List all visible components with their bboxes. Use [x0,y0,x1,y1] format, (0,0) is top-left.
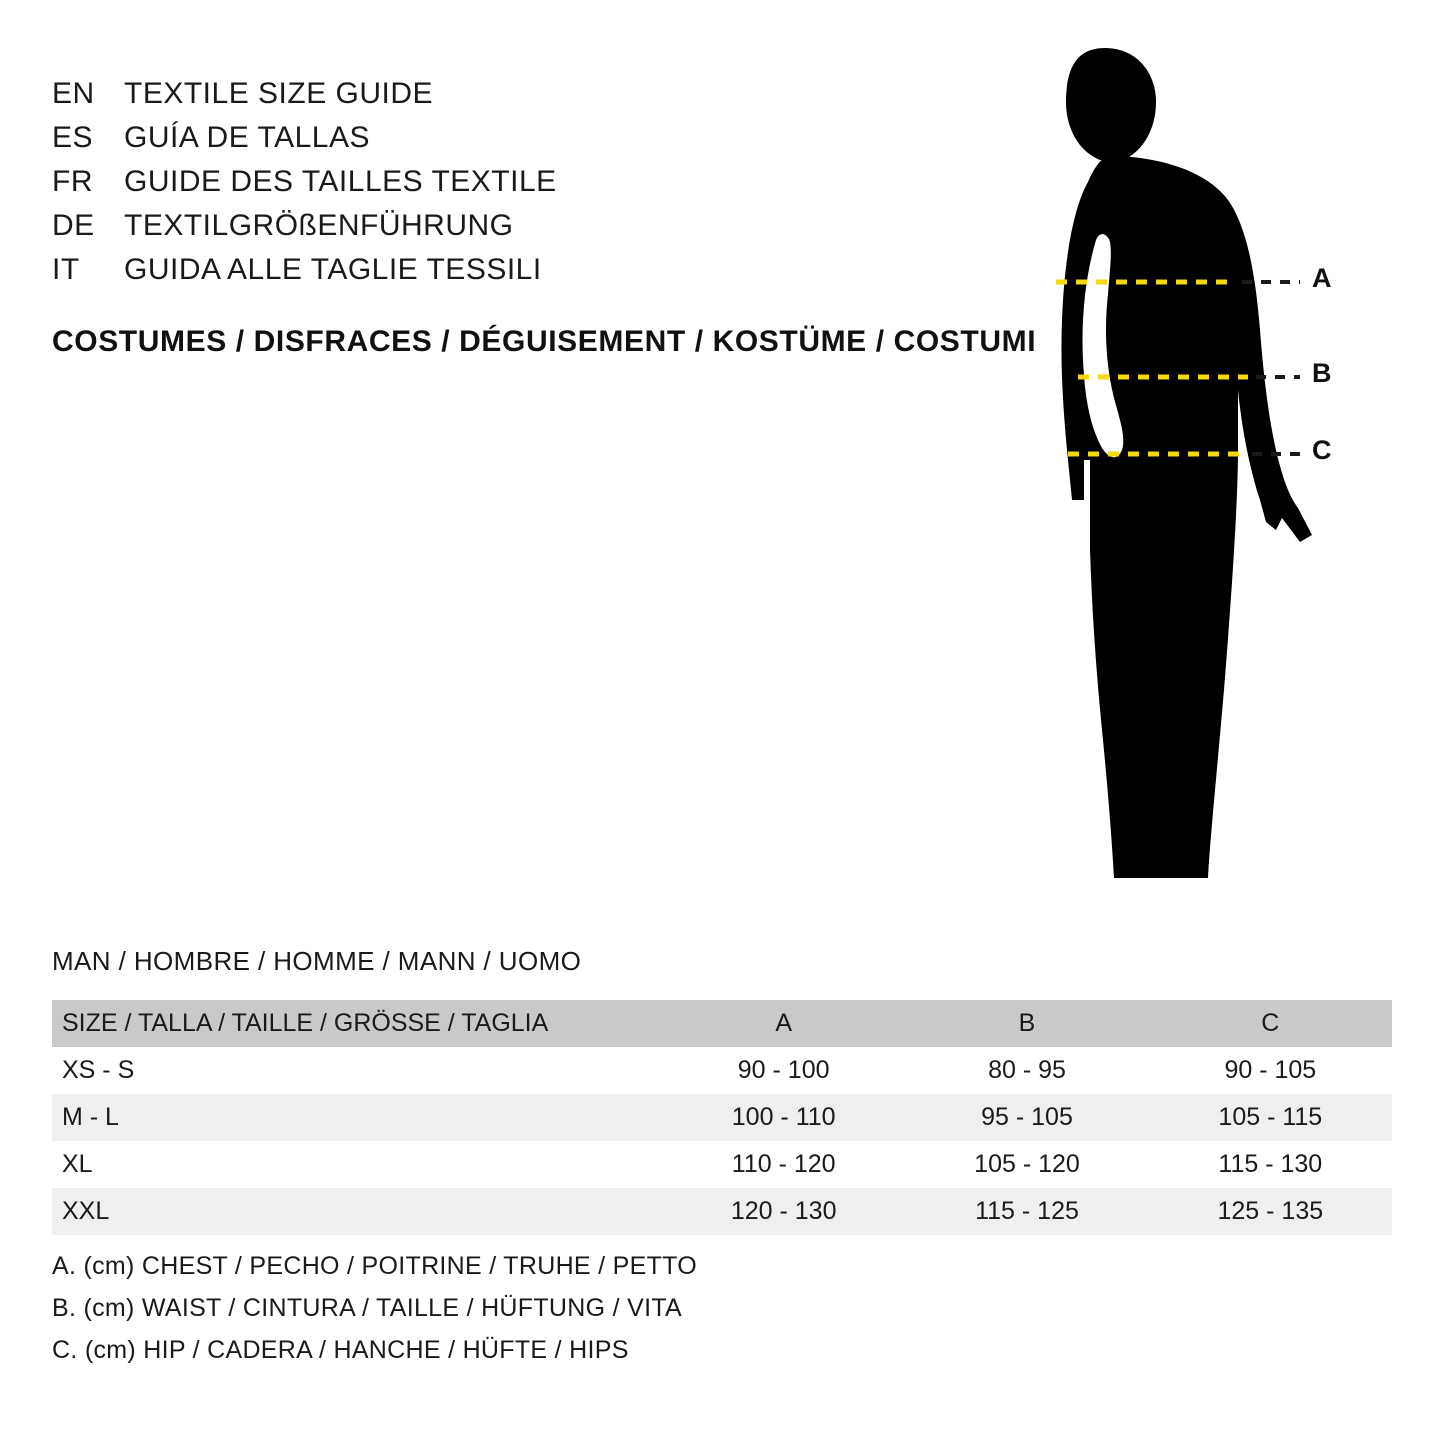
language-row-es [52,116,952,160]
language-row-de [52,204,952,248]
measure-label-b: B [1312,358,1332,388]
language-code-it: IT [52,253,80,286]
language-text-es: GUÍA DE TALLAS [124,121,370,154]
column-header-c: C [1261,1009,1280,1037]
cell-c: 90 - 105 [1224,1056,1317,1084]
cell-b: 95 - 105 [981,1103,1073,1131]
cell-size: M - L [62,1103,119,1131]
column-header-b: B [1018,1009,1036,1037]
measurement-legend [52,1245,697,1371]
cell-a: 100 - 110 [731,1103,836,1131]
cell-a: 110 - 120 [731,1150,836,1178]
cell-c: 115 - 130 [1218,1150,1323,1178]
cell-b: 115 - 125 [975,1197,1079,1225]
cell-a: 120 - 130 [730,1197,837,1225]
language-text-en: TEXTILE SIZE GUIDE [124,77,434,110]
language-code-de: DE [52,209,95,242]
legend-item-c: C. (cm) HIP / CADERA / HANCHE / HÜFTE / HIPS [52,1336,629,1364]
costumes-subtitle: COSTUMES / DISFRACES / DÉGUISEMENT / KOSTÜME / COSTUMI [52,325,1037,358]
table-header-row [52,1000,1392,1047]
language-code-en: EN [52,77,95,110]
language-code-es: ES [52,121,94,154]
table-caption: MAN / HOMBRE / HOMME / MANN / UOMO [52,946,582,976]
cell-size: XS - S [62,1056,135,1084]
language-row-it [52,248,952,292]
legend-item-a: A. (cm) CHEST / PECHO / POITRINE / TRUHE / PETTO [52,1252,698,1280]
column-header-size: SIZE / TALLA / TAILLE / GRÖSSE / TAGLIA [62,1009,549,1037]
language-text-de: TEXTILGRÖßENFÜHRUNG [124,209,514,242]
measure-label-c: C [1312,435,1332,465]
cell-b: 105 - 120 [974,1150,1080,1178]
cell-b: 80 - 95 [988,1056,1066,1084]
size-table [52,1000,1392,1235]
cell-a: 90 - 100 [737,1056,830,1084]
language-list [52,72,952,292]
legend-item-b: B. (cm) WAIST / CINTURA / TAILLE / HÜFTUNG / VITA [52,1294,683,1322]
man-silhouette-icon [960,30,1380,910]
language-text-fr: GUIDE DES TAILLES TEXTILE [124,165,557,198]
table-row [52,1094,1392,1141]
table-row [52,1047,1392,1094]
table-row [52,1141,1392,1188]
language-text-it: GUIDA ALLE TAGLIE TESSILI [124,253,542,286]
cell-c: 105 - 115 [1218,1103,1323,1131]
language-code-fr: FR [52,165,93,198]
cell-size: XXL [62,1197,110,1225]
table-row [52,1188,1392,1235]
cell-c: 125 - 135 [1217,1197,1324,1225]
cell-size: XL [62,1150,93,1178]
language-row-fr [52,160,952,204]
measure-label-a: A [1312,263,1332,293]
language-row-en [52,72,952,116]
size-figure [960,30,1380,910]
column-header-a: A [775,1009,792,1037]
